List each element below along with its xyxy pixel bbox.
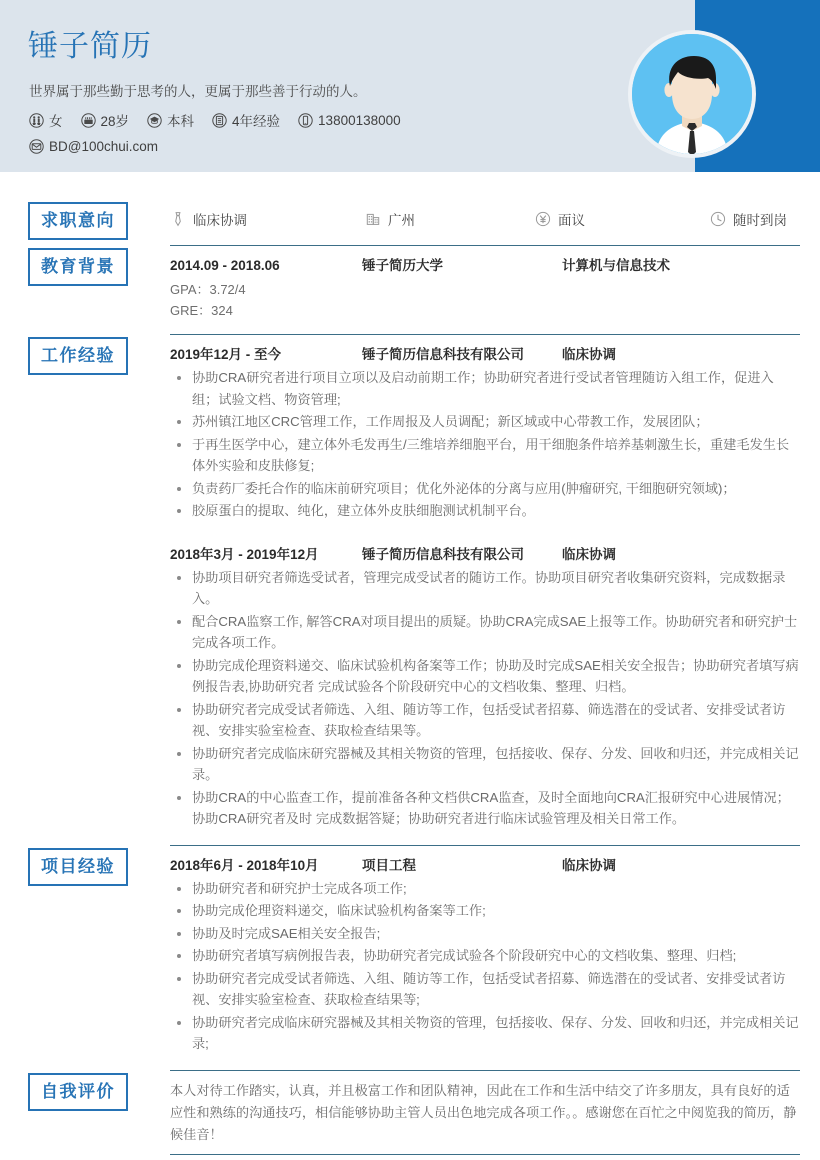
- project-role: 临床协调: [562, 857, 616, 873]
- section-label-job-intention: 求职意向: [28, 202, 128, 240]
- list-item: 协助CRA研究者进行项目立项以及启动前期工作；协助研究者进行受试者管理随访入组工作，促进入组；试验文档、物资管理;: [170, 367, 800, 410]
- list-item: 苏州镇江地区CRC管理工作，工作周报及人员调配；新区域或中心带教工作，发展团队；: [170, 411, 800, 433]
- info-phone: [298, 113, 401, 128]
- section-label-col: [0, 246, 170, 286]
- personal-info-row-2: [29, 139, 158, 154]
- section-body-self-evaluation: [170, 1071, 820, 1154]
- mobile-phone-icon: [298, 113, 313, 128]
- intent-city-label: 广州: [388, 213, 415, 228]
- project-entry: [170, 846, 800, 1055]
- list-item: 协助研究者完成受试者筛选、入组、随访等工作，包括受试者招募、筛选潜在的受试者、安排受试者访视、安排实验室检查、获取检查结果等。: [170, 699, 800, 742]
- list-item: 协助项目研究者筛选受试者，管理完成受试者的随访工作。协助项目研究者收集研究资料，完成数据录入。: [170, 567, 800, 610]
- header-text-block: [28, 0, 628, 172]
- info-degree-label: 本科: [167, 114, 195, 129]
- list-item: 协助研究者和研究护士完成各项工作;: [170, 878, 800, 900]
- section-body-work-experience: [170, 335, 820, 845]
- work-role: 临床协调: [562, 347, 616, 362]
- work-entry-head: [170, 345, 800, 365]
- building-icon: [365, 211, 381, 227]
- info-email-label: BD@100chui.com: [49, 139, 159, 154]
- project-entry-head: [170, 856, 800, 876]
- info-experience-label: 4年经验: [232, 114, 281, 129]
- tagline: 世界属于那些勤于思考的人，更属于那些善于行动的人。: [29, 84, 367, 99]
- section-body-education: [170, 246, 820, 334]
- clock-icon: [710, 211, 726, 227]
- yen-circle-icon: [535, 211, 551, 227]
- project-date: 2018年6月 - 2018年10月: [170, 857, 319, 873]
- intent-availability-label: 随时到岗: [733, 213, 787, 228]
- work-company: 锤子简历信息科技有限公司: [362, 347, 524, 362]
- section-work-experience: [0, 335, 820, 845]
- list-item: 协助完成伦理资料递交、临床试验机构备案等工作；协助及时完成SAE相关安全报告；协助研究者填写病例报告表,协助研究者 完成试验各个阶段研究中心的文档收集、整理、归档。: [170, 655, 800, 698]
- education-details: [170, 276, 800, 325]
- section-job-intention: [0, 200, 820, 245]
- briefcase-document-icon: [212, 113, 227, 128]
- project-bullets: [170, 878, 800, 1055]
- list-item: 协助及时完成SAE相关安全报告;: [170, 923, 800, 945]
- education-gpa: GPA：3.72/4: [170, 282, 246, 297]
- work-bullets: [170, 367, 800, 522]
- avatar-image: [632, 34, 752, 154]
- page-title: 锤子简历: [28, 30, 152, 63]
- list-item: 胶原蛋白的提取、纯化，建立体外皮肤细胞测试机制平台。: [170, 500, 800, 522]
- work-entry: [170, 335, 800, 522]
- section-label-project-experience: 项目经验: [28, 848, 128, 886]
- job-intention-row: [170, 200, 800, 245]
- intent-position: [170, 209, 365, 229]
- section-label-col: [0, 846, 170, 886]
- work-bullets: [170, 567, 800, 830]
- list-item: 协助研究者完成临床研究器械及其相关物资的管理，包括接收、保存、分发、回收和归还，并完成相关记录;: [170, 1012, 800, 1055]
- intent-city: [365, 209, 535, 229]
- education-date: 2014.09 - 2018.06: [170, 258, 280, 273]
- list-item: 协助完成伦理资料递交，临床试验机构备案等工作;: [170, 900, 800, 922]
- section-label-self-evaluation: 自我评价: [28, 1073, 128, 1111]
- section-body-project-experience: [170, 846, 820, 1070]
- section-body-job-intention: [170, 200, 820, 245]
- info-phone-label: 13800138000: [318, 112, 401, 128]
- education-entry-head: [170, 256, 800, 276]
- education-gre: GRE：324: [170, 303, 233, 318]
- section-self-evaluation: [0, 1071, 820, 1154]
- list-item: 协助CRA的中心监查工作，提前准备各种文档供CRA监查，及时全面地向CRA汇报研究中心进展情况；协助CRA研究者及时 完成数据答疑；协助研究者进行临床试验管理及相关日常工作。: [170, 787, 800, 830]
- project-name: 项目工程: [362, 857, 416, 873]
- work-company: 锤子简历信息科技有限公司: [362, 546, 524, 562]
- education-entry: [170, 246, 800, 325]
- info-gender-label: 女: [49, 114, 63, 129]
- info-email: [29, 139, 158, 154]
- info-age: [81, 110, 130, 130]
- list-item: 协助研究者填写病例报告表，协助研究者完成试验各个阶段研究中心的文档收集、整理、归档;: [170, 945, 800, 967]
- avatar: [628, 30, 756, 158]
- section-label-col: [0, 200, 170, 240]
- section-label-col: [0, 1071, 170, 1111]
- personal-info-row-1: [29, 110, 401, 130]
- section-label-work-experience: 工作经验: [28, 337, 128, 375]
- list-item: 协助研究者完成受试者筛选、入组、随访等工作，包括受试者招募、筛选潜在的受试者、安排受试者访视、安排实验室检查、获取检查结果等;: [170, 968, 800, 1011]
- birthday-cake-icon: [81, 113, 96, 128]
- list-item: 配合CRA监察工作, 解答CRA对项目提出的质疑。协助CRA完成SAE上报等工作。协助研究者和研究护士完成各项工作。: [170, 611, 800, 654]
- intent-position-label: 临床协调: [193, 213, 247, 228]
- section-label-col: [0, 335, 170, 375]
- section-education: [0, 246, 820, 334]
- intent-salary-label: 面议: [558, 213, 585, 228]
- envelope-icon: [29, 139, 44, 154]
- list-item: 协助研究者完成临床研究器械及其相关物资的管理，包括接收、保存、分发、回收和归还，并完成相关记录。: [170, 743, 800, 786]
- list-item: 负责药厂委托合作的临床前研究项目；优化外泌体的分离与应用(肿瘤研究, 干细胞研究领域)；: [170, 478, 800, 500]
- info-degree: [147, 110, 194, 130]
- info-experience: [212, 110, 280, 130]
- necktie-icon: [170, 211, 186, 227]
- section-project-experience: [0, 846, 820, 1070]
- intent-availability: [710, 209, 787, 229]
- work-role: 临床协调: [562, 546, 616, 562]
- work-date: 2019年12月 - 至今: [170, 347, 282, 362]
- intent-salary: [535, 209, 710, 229]
- resume-content: [0, 172, 820, 1155]
- section-label-education: 教育背景: [28, 248, 128, 286]
- work-date: 2018年3月 - 2019年12月: [170, 546, 319, 562]
- self-evaluation-text: 本人对待工作踏实，认真，并且极富工作和团队精神，因此在工作和生活中结交了许多朋友，具有良好的适应性和熟练的沟通技巧，相信能够协助主管人员出色地完成各项工作。。感谢您在百忙之中阅览我的简历，静候佳音！: [170, 1082, 797, 1142]
- work-entry: [170, 535, 800, 830]
- graduation-cap-icon: [147, 113, 162, 128]
- list-item: 于再生医学中心，建立体外毛发再生/三维培养细胞平台，用干细胞条件培养基刺激生长，重建毛发生长体外实验和皮肤修复;: [170, 434, 800, 477]
- education-major: 计算机与信息技术: [562, 258, 670, 273]
- education-school: 锤子简历大学: [362, 258, 443, 273]
- resume-header: [0, 0, 820, 172]
- work-entry-head: [170, 545, 800, 565]
- info-age-label: 28岁: [100, 114, 130, 129]
- gender-icon: [29, 113, 44, 128]
- divider-after-self-evaluation: [170, 1154, 800, 1155]
- info-gender: [29, 110, 63, 130]
